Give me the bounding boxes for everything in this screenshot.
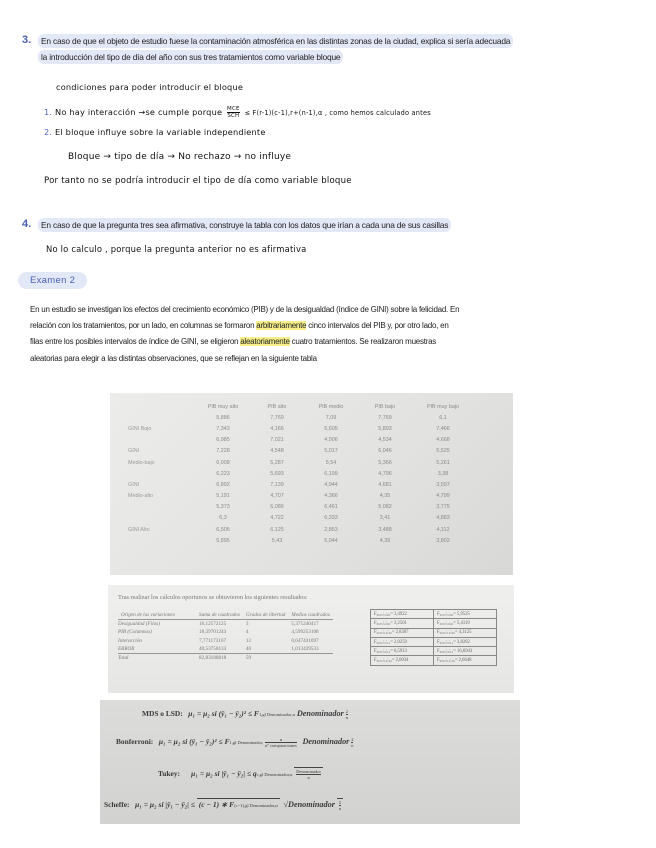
anova-row-label: Interacción	[118, 637, 142, 644]
data-table-photo	[110, 393, 513, 575]
table-cell: 5,605	[324, 425, 338, 432]
column-header: PIB muy alto	[207, 403, 239, 410]
table-cell: 3,802	[436, 537, 450, 544]
anova-cell: 40,53758133	[199, 645, 227, 652]
q3-item1-condition: ≤ F(r-1)(c-1),r+(n-1),α , como hemos calculado antes	[244, 109, 431, 117]
anova-cell	[288, 653, 332, 662]
f-value-cell: F₀,₀₅;₄;₄₀= 3,2501	[371, 619, 434, 628]
anova-table: Origen de las variaciones Suma de cuadrados Grados de libertad Medios cuadrados Desigualdad (Filas) 16,12572125 3 5,375240417 PIB (Columnas) 18,39701243 4 4,599253108 Interacción 7,771173167 12 0,647431097 ERROR 40,53758133 40 1,013439533 Total 82,83188818 59	[118, 611, 333, 662]
question-4-text: En caso de que la pregunta tres sea afirmativa, construye la tabla con los datos que irían a cada una de sus casillas	[38, 218, 451, 232]
table-row	[120, 435, 474, 446]
anova-cell: 3	[245, 621, 249, 628]
table-cell: 5,082	[378, 504, 392, 511]
table-cell: 6,199	[324, 470, 338, 477]
intro-line-2: relación con los tratamientos, por un lado, en columnas se formaron arbitrariamente cinco intervalos del PIB y, por otro lado, en	[30, 321, 449, 331]
column-header: PIB alto	[267, 403, 287, 410]
exam-intro-paragraph	[30, 302, 459, 367]
table-cell: 4,722	[270, 515, 284, 522]
table-cell: 4,39	[379, 537, 391, 544]
table-cell: 4,799	[436, 493, 450, 500]
table-cell: 4,796	[378, 470, 392, 477]
f-value-cell: F₀,₀₅;₁₂;₄₀= 4,3125	[434, 628, 497, 637]
table-cell: 6,461	[324, 504, 338, 511]
highlight-arbitrariamente: arbitrariamente	[256, 321, 307, 331]
f-value-row	[371, 656, 497, 665]
table-cell: 6,333	[324, 515, 338, 522]
table-cell: 5,044	[324, 537, 338, 544]
intro-line-1: En un estudio se investigan los efectos del crecimiento económico (PIB) y de la desigualdad (índice de GINI) sobre la felicidad. En	[30, 305, 460, 314]
row-label: GINI Bajo	[128, 425, 152, 432]
question-3-number: 3.	[22, 34, 32, 46]
table-cell: 5,43	[271, 537, 283, 544]
table-cell: 6,985	[216, 437, 230, 444]
f-value-cell: F₀,₀₅;₁₂;₄₀= 2,0034	[371, 656, 434, 665]
table-cell: 4,548	[270, 448, 284, 455]
f-value-row	[371, 647, 497, 656]
row-label	[120, 535, 196, 546]
lsd-formula: MDS o LSD: μ₁ = μ₂ si (ȳ₁ − ȳ₂)² ≤ F1,gl Denominador,α Denominador $\frac{2}{n}$	[142, 709, 348, 720]
table-cell: 7,139	[270, 481, 284, 488]
table-cell: 5,693	[270, 470, 284, 477]
table-cell: 6,1	[439, 414, 447, 421]
table-cell: 4,906	[324, 437, 338, 444]
anova-cell: 5,375240417	[291, 621, 319, 628]
table-cell: 2,853	[324, 526, 338, 533]
column-header: PIB bajo	[374, 403, 396, 410]
table-cell: 4,681	[378, 481, 392, 488]
anova-results-photo	[108, 585, 514, 693]
table-cell: 4,668	[436, 437, 450, 444]
table-row	[120, 468, 474, 479]
table-cell: 6,046	[378, 448, 392, 455]
table-row	[120, 479, 474, 490]
anova-cell: 16,12572125	[199, 621, 227, 628]
anova-cell: 40	[245, 645, 252, 652]
table-cell: 5,287	[270, 459, 284, 466]
row-label: Medio-alto	[128, 493, 154, 500]
table-cell: 3,488	[378, 526, 392, 533]
table-cell: 7,769	[378, 414, 392, 421]
table-cell: 6,125	[270, 526, 284, 533]
column-header: PIB muy bajo	[426, 403, 460, 410]
table-cell: 5,017	[324, 448, 338, 455]
table-cell: 3,597	[436, 481, 450, 488]
table-cell: 4,112	[436, 526, 450, 533]
anova-row	[118, 653, 333, 662]
f-value-cell: F₀,₀₅;₄;₁₂= 6,5913	[371, 647, 434, 656]
table-cell: 7,228	[216, 448, 230, 455]
f-critical-values-table	[370, 609, 497, 666]
table-cell: 6,505	[216, 526, 230, 533]
table-cell: 5,895	[216, 537, 230, 544]
table-cell: 4,883	[436, 515, 450, 522]
table-cell: 5,54	[325, 459, 337, 466]
anova-cell: 4	[245, 629, 249, 636]
table-cell: 7,769	[270, 414, 284, 421]
table-row	[120, 535, 474, 546]
anova-cell: 12	[245, 637, 252, 644]
anova-cell: 4,599253108	[291, 629, 319, 636]
anova-cell: 0,647431097	[291, 637, 319, 644]
q3-item1-number: 1.	[44, 107, 53, 117]
table-cell: 3,38	[437, 470, 449, 477]
table-row	[120, 491, 474, 502]
anova-row-label: Total	[118, 653, 196, 662]
table-row	[120, 446, 474, 457]
f-value-row	[371, 610, 497, 619]
f-value-cell: F₀,₀₅;₁₂;₄₀= 2,6648	[434, 656, 497, 665]
table-cell: 6,892	[216, 481, 230, 488]
table-cell: 5,893	[378, 425, 392, 432]
q3-answer-item2: 2. El bloque influye sobre la variable independiente	[44, 127, 266, 137]
anova-caption: Tras realizar los cálculos oportunos se obtuvieron los siguientes resultados:	[118, 594, 308, 601]
f-value-cell: F₀,₀₅;₃;₄₀= 5,9525	[434, 610, 497, 619]
row-label	[120, 502, 196, 513]
exam-2-badge: Examen 2	[18, 272, 87, 289]
anova-row-label: ERROR	[118, 645, 135, 652]
f-value-row	[371, 619, 497, 628]
anova-row-label: Desigualdad (Filas)	[118, 621, 160, 628]
row-label	[120, 412, 196, 423]
table-row	[120, 423, 474, 434]
question-3-line2: la introducción del tipo de día del año con sus tres tratamientos como variable bloque	[38, 50, 343, 64]
table-cell: 4,35	[379, 493, 391, 500]
f-value-cell: F₀,₀₅;₃;₄₀= 3,4922	[371, 610, 434, 619]
formulas-photo	[100, 700, 520, 824]
anova-row	[118, 628, 333, 636]
anova-cell: 1,013439533	[291, 645, 319, 652]
intro-line-3: filas entre los posibles intervalos de índice de GINI, se eligieron aleatoriamente cuatro tratamientos. Se realizaron muestras	[30, 337, 437, 347]
row-label	[120, 435, 196, 446]
question-4-number: 4.	[22, 218, 32, 230]
table-cell: 7,021	[270, 437, 284, 444]
anova-cell: 7,771173167	[199, 637, 227, 644]
table-row	[120, 513, 474, 524]
f-value-cell: F₀,₀₅;₄;₁₂= 16,6943	[434, 647, 497, 656]
table-cell: 3,41	[379, 515, 391, 522]
scheffe-formula: Scheffe: μ₁ = μ₂ si |ȳ₁ − ȳ₂| ≤ (c − 1) ∗ F(c−1),gl Denominador,α √Denominador $\frac{2}{n}$	[104, 800, 342, 811]
anova-cell: 82,83188818	[196, 653, 243, 662]
row-label: Medio-bajo	[128, 459, 155, 466]
table-cell: 5,366	[378, 459, 392, 466]
table-cell: 7,466	[436, 425, 450, 432]
table-cell: 5,886	[216, 414, 230, 421]
table-cell: 4,166	[270, 425, 284, 432]
q3-answer-item1	[44, 106, 431, 119]
f-value-cell: F₀,₀₅;₁₂;₄₀= 2,8387	[371, 628, 434, 637]
table-cell: 5,191	[216, 493, 230, 500]
table-cell: 5,525	[436, 448, 450, 455]
table-cell: 3,775	[436, 504, 450, 511]
tukey-formula: Tukey: μ₁ = μ₂ si |ȳ₁ − ȳ₂| ≤ qc,gl Denominador,α Denominador n	[158, 769, 322, 780]
table-row	[120, 524, 474, 535]
anova-row	[118, 645, 333, 654]
q3-answer-item2-detail: Bloque → tipo de día → No rechazo → no influye	[68, 152, 292, 162]
q3-conclusion: Por tanto no se podría introducir el tipo de día como variable bloque	[44, 176, 352, 186]
mce-over-sch-fraction: $\frac{\text{MCE}}{\text{SCH}}$	[227, 106, 240, 119]
table-cell: 4,944	[324, 481, 338, 488]
table-cell: 6,086	[270, 504, 284, 511]
f-value-cell: F₀,₀₅;₃;₁₂= 2,0259	[371, 637, 434, 646]
f-value-cell: F₀,₀₅;₄;₄₀= 5,4119	[434, 619, 497, 628]
table-cell: 7,09	[325, 414, 337, 421]
table-cell: 4,707	[270, 493, 284, 500]
table-cell: 6,223	[216, 470, 230, 477]
row-label: GINI	[128, 448, 140, 455]
row-label	[120, 513, 196, 524]
q4-answer: No lo calculo , porque la pregunta anterior no es afirmativa	[46, 244, 307, 254]
column-header: PIB medio	[318, 403, 344, 410]
highlight-aleatoriamente: aleatoriamente	[240, 337, 290, 347]
anova-row	[118, 620, 333, 629]
table-cell: 5,373	[216, 504, 230, 511]
table-cell: 4,534	[378, 437, 392, 444]
table-row	[120, 412, 474, 423]
table-row	[120, 457, 474, 468]
table-cell: 4,366	[324, 493, 338, 500]
row-label: GINI	[128, 481, 140, 488]
table-cell: 6,3	[219, 515, 227, 522]
table-cell: 7,343	[216, 425, 230, 432]
f-value-cell: F₀,₀₅;₃;₁₂= 3,8282	[434, 637, 497, 646]
anova-row	[118, 637, 333, 645]
anova-cell: 59	[243, 653, 288, 662]
row-label: GINI Alto	[128, 526, 150, 533]
q3-item1-text: No hay interacción →se cumple porque	[55, 107, 223, 117]
f-value-row	[371, 628, 497, 637]
bonferroni-formula: Bonferroni: μ₁ = μ₂ si (ȳ₁ − ȳ₂)² ≤ F1,gl Denominador, α nº comparaciones Denominador $\frac{2}{n}$	[116, 737, 354, 748]
anova-cell: 18,39701243	[199, 629, 227, 636]
question-3-line1: En caso de que el objeto de estudio fuese la contaminación atmosférica en las distintas zonas de la ciudad, explica si sería adecuada	[38, 34, 513, 48]
row-label	[120, 468, 196, 479]
f-value-row	[371, 637, 497, 646]
table-row	[120, 502, 474, 513]
table-cell: 6,008	[216, 459, 230, 466]
intro-line-4: aleatorias para elegir a las distintas observaciones, que se reflejan en la siguiente tabla	[30, 353, 317, 363]
pib-gini-data-table	[120, 401, 474, 546]
q3-answer-heading: condiciones para poder introducir el bloque	[56, 82, 244, 92]
table-cell: 5,261	[436, 459, 450, 466]
anova-row-label: PIB (Columnas)	[118, 629, 152, 636]
